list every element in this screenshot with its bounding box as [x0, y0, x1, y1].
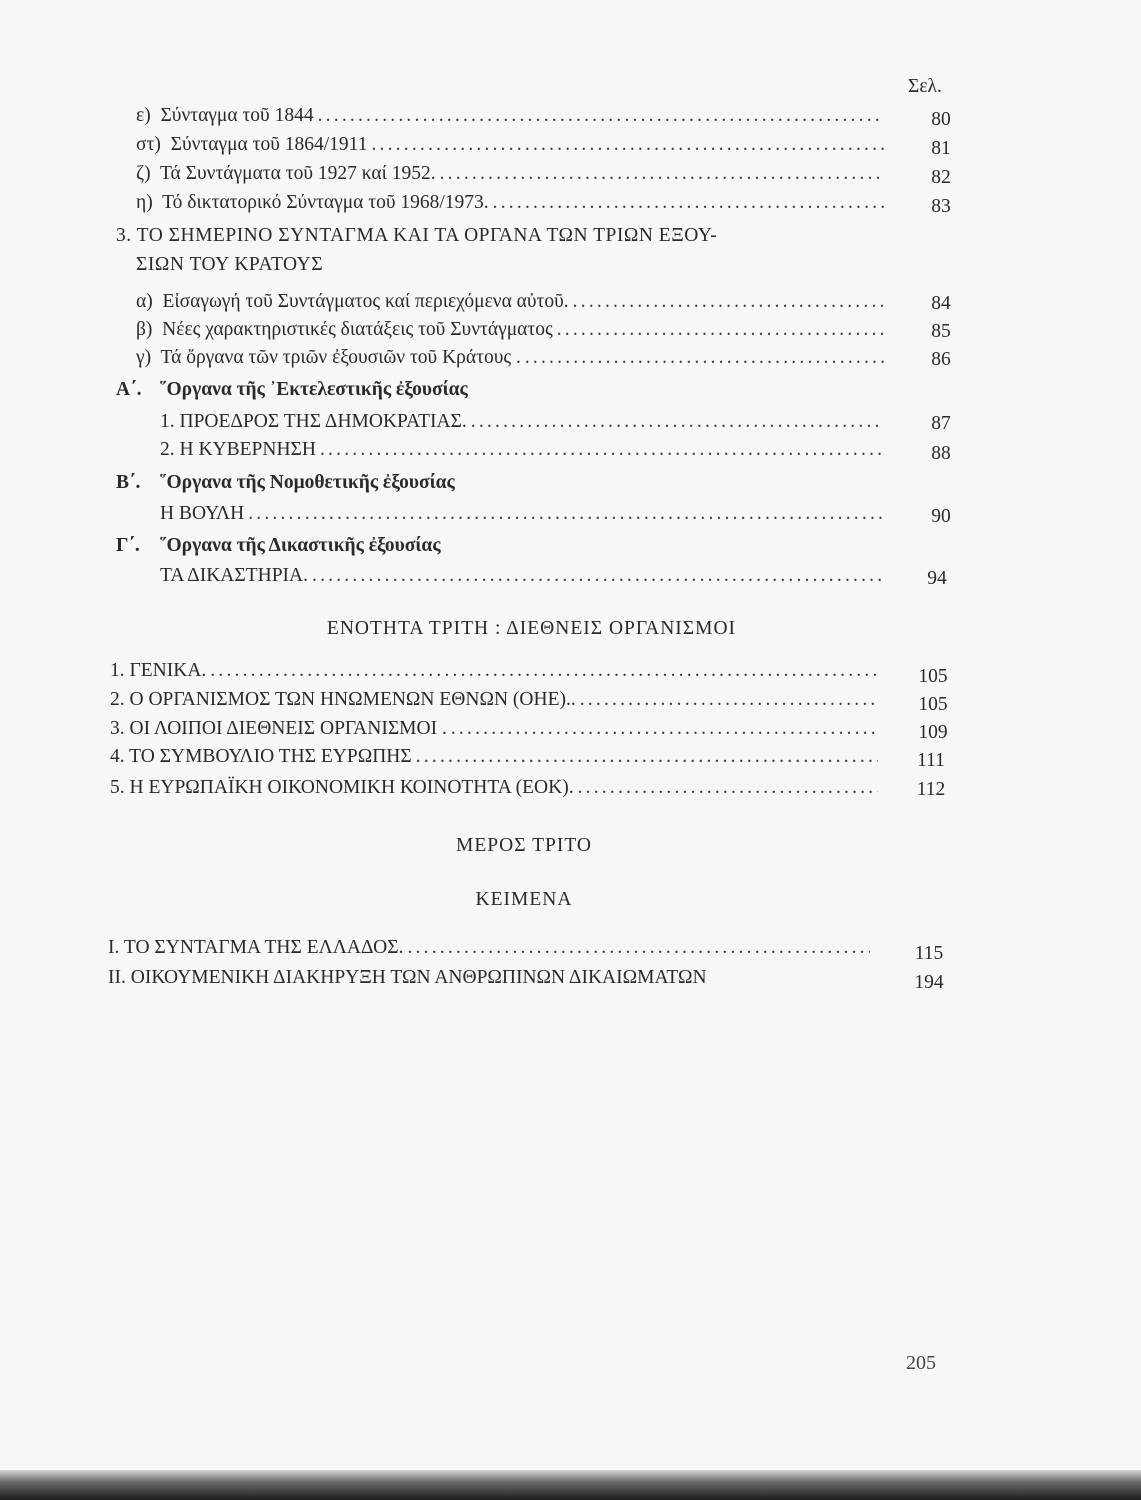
- dot-leader: [573, 290, 884, 314]
- entry-label: 2. Η ΚΥΒΕΡΝΗΣΗ: [160, 439, 316, 460]
- entry-page: 80: [931, 109, 951, 130]
- dot-leader: [318, 104, 884, 128]
- entry-number: η): [136, 192, 153, 213]
- entry-page: 94: [927, 568, 947, 589]
- organ-letter: Γ΄.: [116, 535, 140, 556]
- entry-page: 86: [931, 349, 951, 370]
- entry-label: Σύνταγμα τοῦ 1864/1911: [170, 134, 368, 155]
- toc-entry: [110, 688, 882, 712]
- toc-entry: [136, 318, 888, 342]
- entry-page: 85: [931, 321, 951, 342]
- entry-label: Σύνταγμα τοῦ 1844: [160, 105, 314, 126]
- dot-leader: [580, 688, 878, 712]
- toc-entry: [108, 936, 874, 960]
- entry-label: Η ΒΟΥΛΗ: [160, 503, 245, 524]
- entry-label: 1. ΓΕΝΙΚΑ.: [110, 660, 207, 681]
- entry-label: 5. Η ΕΥΡΩΠΑΪΚΗ ΟΙΚΟΝΟΜΙΚΗ ΚΟΙΝΟΤΗΤΑ (ΕΟΚ).: [110, 777, 574, 798]
- entry-page: 83: [931, 196, 951, 217]
- entry-label: 2. Ο ΟΡΓΑΝΙΣΜΟΣ ΤΩΝ ΗΝΩΜΕΝΩΝ ΕΘΝΩΝ (ΟΗΕ)..: [110, 689, 576, 710]
- entry-label: Τό δικτατορικό Σύνταγμα τοῦ 1968/1973.: [162, 192, 489, 213]
- dot-leader: [312, 564, 884, 588]
- entry-page: 109: [918, 722, 948, 743]
- entry-number: ζ): [136, 163, 151, 184]
- entry-page: 87: [931, 413, 951, 434]
- toc-entry: [110, 659, 882, 683]
- organ-title: ῞Οργανα τῆς Νομοθετικῆς ἐξουσίας: [160, 472, 455, 493]
- section-heading-continued: ΣΙΩΝ ΤΟΥ ΚΡΑΤΟΥΣ: [136, 254, 324, 275]
- entry-label: Νέες χαρακτηριστικές διατάξεις τοῦ Συντάγματος: [162, 319, 553, 340]
- toc-entry: [136, 191, 888, 215]
- organ-title: ῞Οργανα τῆς ᾿Εκτελεστικῆς ἐξουσίας: [160, 379, 468, 400]
- entry-page: 105: [918, 694, 948, 715]
- entry-page: 90: [931, 506, 951, 527]
- dot-leader: [578, 776, 878, 800]
- dot-leader: [451, 717, 878, 741]
- organ-title: ῞Οργανα τῆς Δικαστικῆς ἐξουσίας: [160, 535, 441, 556]
- toc-entry: [136, 346, 888, 370]
- entry-page: 112: [916, 779, 946, 800]
- toc-entry: [136, 104, 888, 128]
- dot-leader: [525, 346, 884, 370]
- entry-page: 84: [931, 293, 951, 314]
- entry-number: β): [136, 319, 153, 340]
- entry-label: 3. ΟΙ ΛΟΙΠΟΙ ΔΙΕΘΝΕΙΣ ΟΡΓΑΝΙΣΜΟΙ .: [110, 718, 447, 739]
- dot-leader: [210, 659, 878, 683]
- entry-number: γ): [136, 347, 152, 368]
- entry-page: 194: [914, 972, 944, 993]
- toc-entry: [136, 162, 888, 186]
- section-heading: 3. ΤΟ ΣΗΜΕΡΙΝΟ ΣΥΝΤΑΓΜΑ ΚΑΙ ΤΑ ΟΡΓΑΝΑ ΤΩΝ ΤΡΙΩΝ ΕΞΟΥ-: [116, 225, 718, 246]
- organ-letter: Β΄.: [116, 472, 141, 493]
- toc-entry: [136, 133, 888, 157]
- dot-leader: [371, 133, 884, 157]
- toc-entry: [160, 438, 888, 462]
- dot-leader: [248, 502, 884, 526]
- entry-page: 81: [931, 138, 951, 159]
- scan-edge: [0, 1470, 1141, 1500]
- toc-entry: [110, 776, 882, 800]
- entry-number: ε): [136, 105, 151, 126]
- part-heading: ΜΕΡΟΣ ΤΡΙΤΟ: [456, 835, 592, 856]
- page-number: 205: [906, 1352, 936, 1374]
- dot-leader: [440, 162, 884, 186]
- dot-leader: [557, 318, 884, 342]
- dot-leader: [416, 745, 878, 769]
- entry-label: 1. ΠΡΟΕΔΡΟΣ ΤΗΣ ΔΗΜΟΚΡΑΤΙΑΣ.: [160, 411, 467, 432]
- entry-page: 115: [914, 943, 944, 964]
- toc-entry: [136, 290, 888, 314]
- unit-heading: ΕΝΟΤΗΤΑ ΤΡΙΤΗ : ΔΙΕΘΝΕΙΣ ΟΡΓΑΝΙΣΜΟΙ: [326, 618, 737, 639]
- entry-number: στ): [136, 134, 161, 155]
- toc-entry: [160, 410, 888, 434]
- entry-page: 111: [917, 750, 945, 771]
- entry-page: 105: [918, 666, 948, 687]
- entry-label: Τά Συντάγματα τοῦ 1927 καί 1952.: [159, 163, 436, 184]
- toc-entry: [160, 564, 888, 588]
- entry-page: 82: [931, 167, 951, 188]
- dot-leader: [493, 191, 884, 215]
- entry-label: Εἰσαγωγή τοῦ Συντάγματος καί περιεχόμενα αὐτοῦ.: [162, 291, 569, 312]
- toc-entry: [160, 502, 888, 526]
- dot-leader: [471, 410, 884, 434]
- part-subheading: ΚΕΙΜΕΝΑ: [475, 889, 573, 910]
- toc-entry: [110, 717, 882, 741]
- toc-entry: [110, 745, 882, 769]
- dot-leader: [407, 936, 870, 960]
- dot-leader: [320, 438, 884, 462]
- toc-entry: [108, 966, 888, 990]
- organ-letter: Α΄.: [116, 379, 142, 400]
- entry-label: Ι. ΤΟ ΣΥΝΤΑΓΜΑ ΤΗΣ ΕΛΛΑΔΟΣ.: [108, 937, 404, 958]
- entry-label: Τά ὄργανα τῶν τριῶν ἐξουσιῶν τοῦ Κράτους .: [160, 347, 521, 368]
- entry-label: ΙΙ. ΟΙΚΟΥΜΕΝΙΚΗ ΔΙΑΚΗΡΥΞΗ ΤΩΝ ΑΝΘΡΩΠΙΝΩΝ ΔΙΚΑΙΩΜΑΤΩΝ: [108, 967, 707, 988]
- entry-number: α): [136, 291, 153, 312]
- entry-label: 4. ΤΟ ΣΥΜΒΟΥΛΙΟ ΤΗΣ ΕΥΡΩΠΗΣ: [110, 746, 412, 767]
- page-column-label: Σελ.: [908, 76, 942, 97]
- entry-page: 88: [931, 443, 951, 464]
- entry-label: ΤΑ ΔΙΚΑΣΤΗΡΙΑ.: [160, 565, 308, 586]
